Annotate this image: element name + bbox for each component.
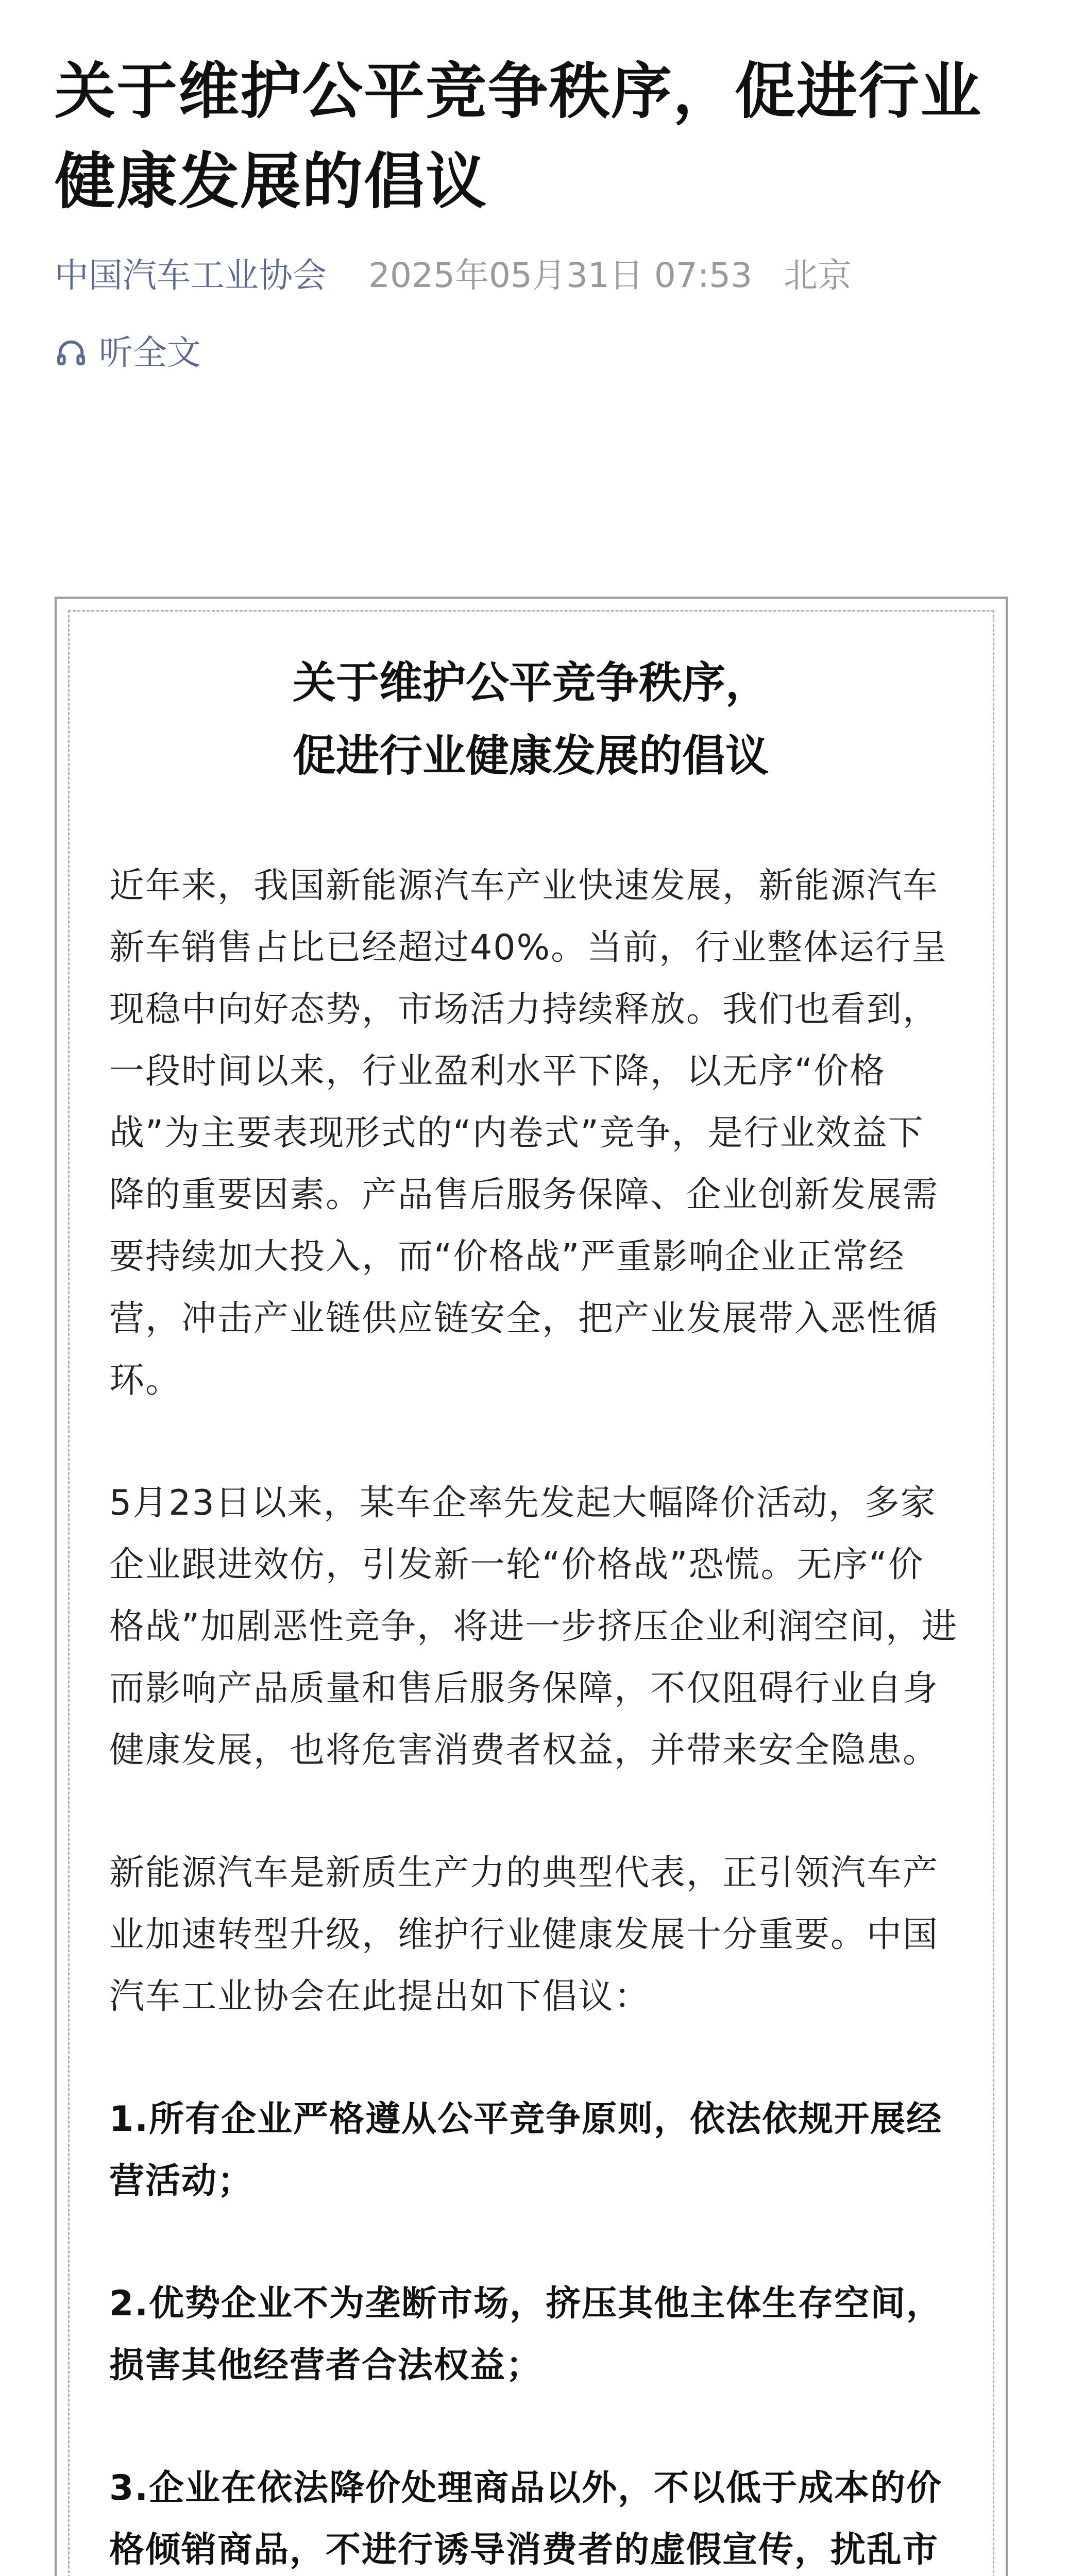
article-title: 关于维护公平竞争秩序，促进行业健康发展的倡议: [55, 56, 982, 217]
article-datetime: 2025年05月31日 07:53: [368, 256, 753, 295]
document-title-line-1: 关于维护公平竞争秩序，: [292, 657, 769, 708]
listen-button[interactable]: [55, 330, 201, 376]
proposal-item-2: 2.优势企业不为垄断市场，挤压其他主体生存空间，损害其他经营者合法权益；: [109, 2283, 943, 2386]
document-title: [77, 646, 984, 792]
article-source-link[interactable]: 中国汽车工业协会: [55, 256, 327, 295]
proposal-item-1: 1.所有企业严格遵从公平竞争原则，依法依规开展经营活动；: [109, 2099, 943, 2201]
document-body: [109, 855, 959, 2576]
article-location: 北京: [784, 256, 852, 295]
intro-paragraph: 近年来，我国新能源汽车产业快速发展，新能源汽车新车销售占比已经超过40%。当前，行业整体运行呈现稳中向好态势，市场活力持续释放。我们也看到，一段时间以来，行业盈利水平下降，以无序“价格战”为主要表现形式的“内卷式”竞争，是行业效益下降的重要因素。产品售后服务保障、企业创新发展需要持续加大投入，而“价格战”严重影响企业正常经营，冲击产业链供应链安全，把产业发展带入恶性循环。: [109, 866, 948, 1401]
document-title-line-2: 促进行业健康发展的倡议: [292, 731, 769, 781]
proposal-item-3: 3.企业在依法降价处理商品以外，不以低于成本的价格倾销商品，不进行诱导消费者的虚假宣传，扰乱市: [109, 2468, 943, 2570]
event-paragraph: 5月23日以来，某车企率先发起大幅降价活动，多家企业跟进效仿，引发新一轮“价格战”恐慌。无序“价格战”加剧恶性竞争，将进一步挤压企业利润空间，进而影响产品质量和售后服务保障，不仅阻碍行业自身健康发展，也将危害消费者权益，并带来安全隐患。: [109, 1483, 958, 1771]
listen-label: 听全文: [99, 333, 201, 372]
proposal-intro-paragraph: 新能源汽车是新质生产力的典型代表，正引领汽车产业加速转型升级，维护行业健康发展十分重要。中国汽车工业协会在此提出如下倡议：: [109, 1853, 939, 2017]
article-meta: [55, 252, 852, 299]
headphones-icon: [55, 336, 88, 369]
